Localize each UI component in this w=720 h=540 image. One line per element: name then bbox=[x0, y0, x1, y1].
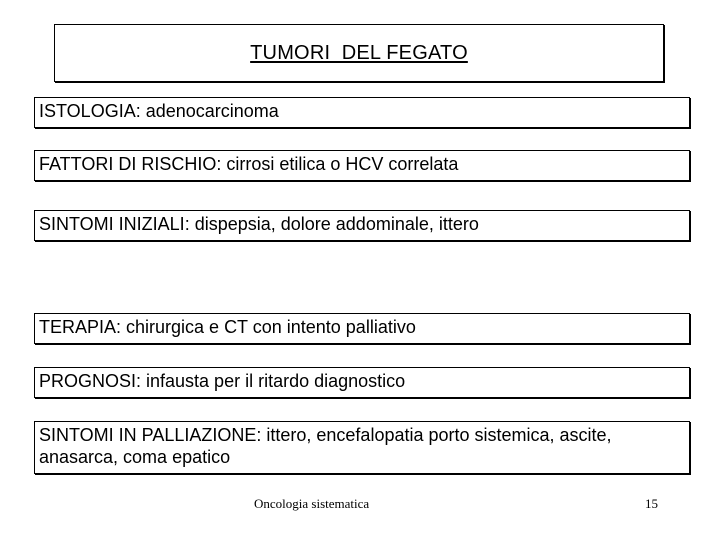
sintomi-iniziali-text: SINTOMI INIZIALI: dispepsia, dolore addominale, ittero bbox=[39, 214, 479, 234]
slide-title: TUMORI DEL FEGATO bbox=[250, 41, 468, 64]
istologia-text: ISTOLOGIA: adenocarcinoma bbox=[39, 101, 279, 121]
sintomi-in-palliazione-box bbox=[34, 421, 690, 474]
slide-title-box bbox=[54, 24, 664, 82]
fattori-di-rischio-box bbox=[34, 150, 690, 181]
terapia-box bbox=[34, 313, 690, 344]
prognosi-box bbox=[34, 367, 690, 398]
istologia-box bbox=[34, 97, 690, 128]
sintomi-iniziali-box bbox=[34, 210, 690, 241]
footer-page-number: 15 bbox=[645, 496, 658, 511]
prognosi-text: PROGNOSI: infausta per il ritardo diagnostico bbox=[39, 371, 406, 391]
sintomi-in-palliazione-text: SINTOMI IN PALLIAZIONE: ittero, encefalopatia porto sistemica, ascite, anasarca, coma epatico bbox=[39, 425, 612, 467]
terapia-text: TERAPIA: chirurgica e CT con intento palliativo bbox=[39, 317, 416, 337]
fattori-di-rischio-text: FATTORI DI RISCHIO: cirrosi etilica o HCV correlata bbox=[39, 154, 459, 174]
footer-course-name: Oncologia sistematica bbox=[254, 496, 370, 511]
